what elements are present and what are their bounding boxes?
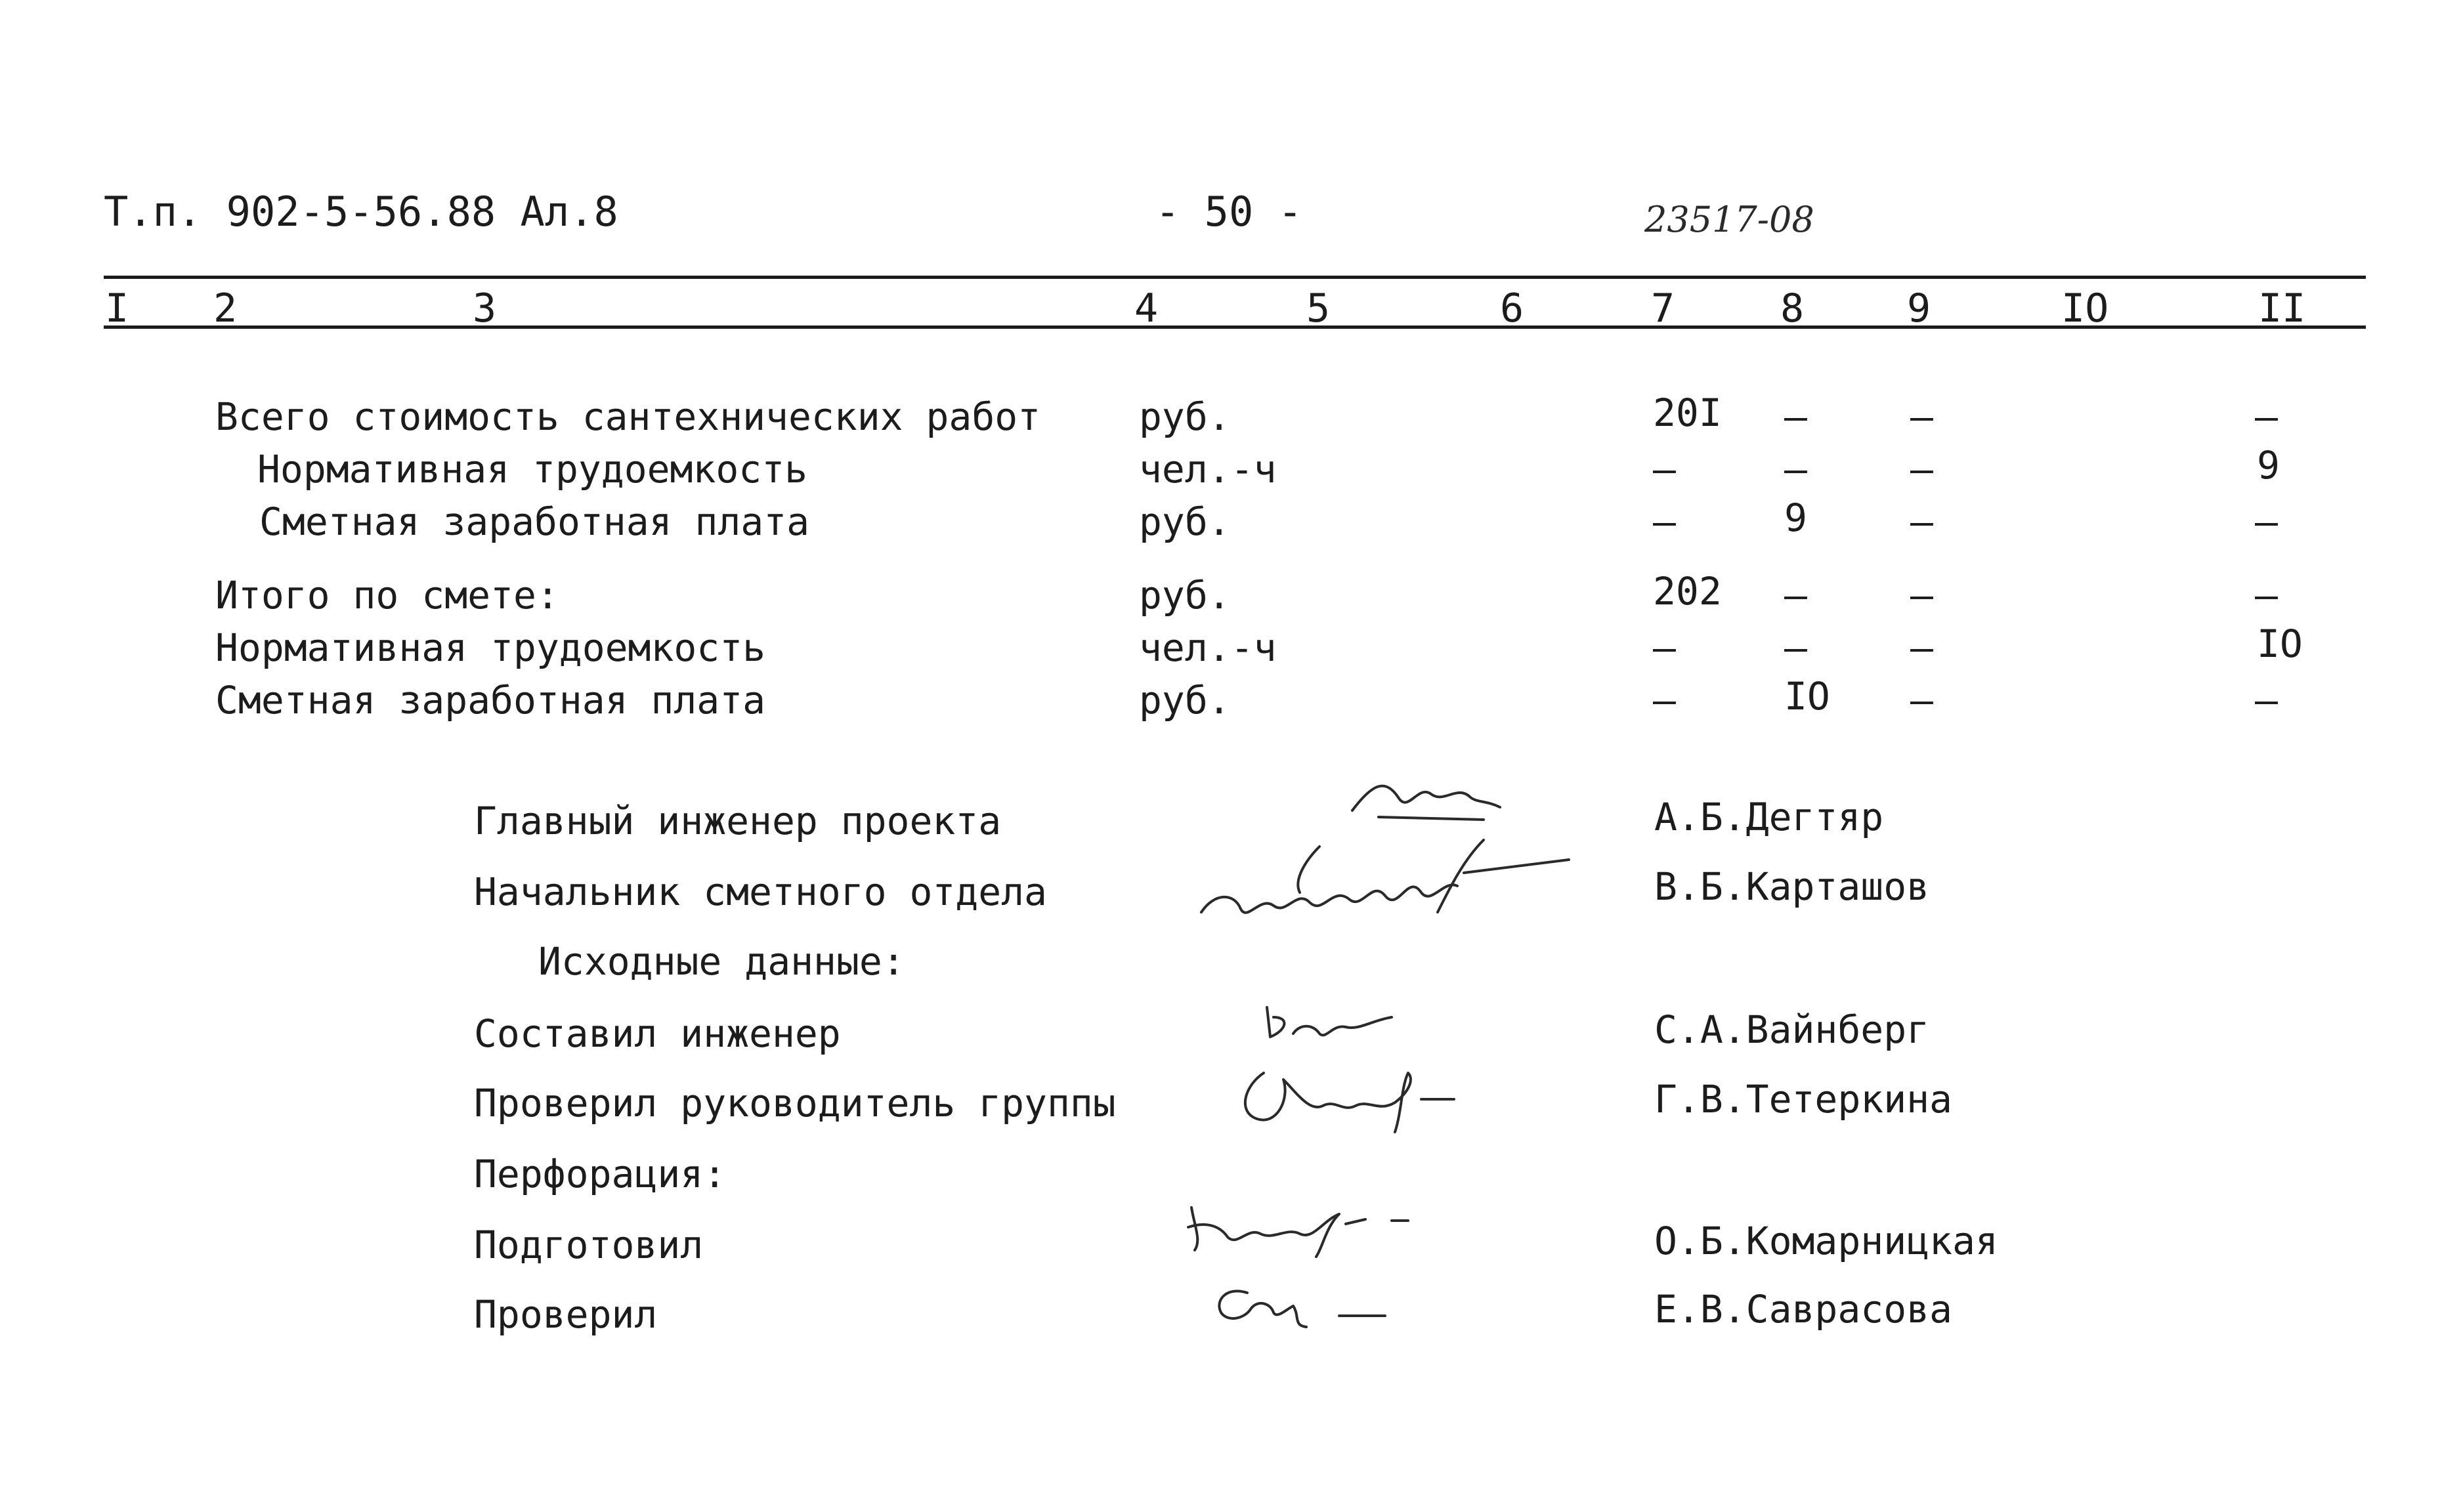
table-header-bottom-rule (104, 326, 2366, 329)
handwritten-signature (1346, 771, 1503, 830)
row-label: Итого по смете: (215, 573, 559, 618)
row-col9: – (1910, 447, 1933, 492)
signature-role: Главный инженер проекта (474, 799, 1002, 843)
row-unit: руб. (1139, 678, 1231, 723)
signature-name: Е.В.Саврасова (1654, 1287, 1952, 1332)
row-col9: – (1910, 625, 1933, 670)
signature-name: О.Б.Комарницкая (1654, 1219, 1998, 1263)
column-header-5: 5 (1306, 285, 1331, 331)
handwritten-signature (1182, 1188, 1431, 1260)
document-reference: Т.п. 902-5-56.88 Ал.8 (104, 188, 618, 236)
row-label: Нормативная трудоемкость (257, 447, 808, 492)
page-number: - 50 - (1155, 188, 1302, 236)
row-col7: – (1653, 678, 1676, 723)
row-unit: руб. (1139, 394, 1231, 439)
signature-name: А.Б.Дегтяр (1654, 795, 1884, 839)
row-col11: – (2255, 499, 2278, 544)
row-label: Нормативная трудоемкость (215, 625, 766, 670)
row-col7: 202 (1653, 569, 1722, 614)
handwritten-signature (1188, 833, 1582, 945)
column-header-11: II (2258, 285, 2306, 331)
inventory-number: 23517-08 (1644, 199, 1814, 240)
row-col9: – (1910, 499, 1933, 544)
row-col11: IO (2257, 621, 2303, 666)
signature-name: В.Б.Карташов (1654, 864, 1930, 909)
signature-role: Начальник сметного отдела (474, 870, 1047, 914)
handwritten-signature (1260, 998, 1418, 1050)
signature-role: Проверил руководитель группы (474, 1081, 1116, 1125)
column-header-3: 3 (473, 285, 497, 331)
row-label: Всего стоимость сантехнических работ (215, 394, 1041, 439)
signature-role: Проверил (474, 1292, 658, 1337)
column-header-8: 8 (1780, 285, 1805, 331)
row-col9: – (1910, 678, 1933, 723)
row-col11: – (2255, 573, 2278, 618)
row-col9: – (1910, 394, 1933, 439)
signature-role: Составил инженер (474, 1011, 841, 1056)
column-header-6: 6 (1500, 285, 1524, 331)
row-col8: – (1784, 394, 1807, 439)
row-col7: 20I (1653, 390, 1722, 435)
column-header-1: I (105, 285, 129, 331)
column-header-10: IO (2061, 285, 2109, 331)
handwritten-signature (1208, 1280, 1405, 1332)
row-col11: – (2255, 394, 2278, 439)
column-header-4: 4 (1134, 285, 1159, 331)
row-col7: – (1653, 447, 1676, 492)
row-col8: – (1784, 625, 1807, 670)
row-col8: 9 (1784, 495, 1807, 540)
table-top-rule (104, 276, 2366, 279)
row-unit: руб. (1139, 499, 1231, 544)
row-unit: чел.-ч (1139, 447, 1277, 492)
column-header-2: 2 (213, 285, 238, 331)
row-col7: – (1653, 625, 1676, 670)
row-col8: IO (1784, 674, 1830, 719)
section-heading: Перфорация: (474, 1152, 727, 1196)
row-col11: – (2255, 678, 2278, 723)
row-col9: – (1910, 573, 1933, 618)
signature-role: Подготовил (474, 1223, 704, 1267)
column-header-9: 9 (1907, 285, 1931, 331)
row-unit: руб. (1139, 573, 1231, 618)
row-col7: – (1653, 499, 1676, 544)
row-col11: 9 (2257, 443, 2280, 488)
column-header-7: 7 (1651, 285, 1675, 331)
row-unit: чел.-ч (1139, 625, 1277, 670)
row-col8: – (1784, 447, 1807, 492)
row-label: Сметная заработная плата (259, 499, 810, 544)
handwritten-signature (1237, 1060, 1487, 1139)
signature-name: Г.В.Тетеркина (1654, 1077, 1952, 1122)
signature-name: С.А.Вайнберг (1654, 1007, 1930, 1052)
row-label: Сметная заработная плата (215, 678, 766, 723)
section-heading: Исходные данные: (538, 939, 905, 984)
row-col8: – (1784, 573, 1807, 618)
